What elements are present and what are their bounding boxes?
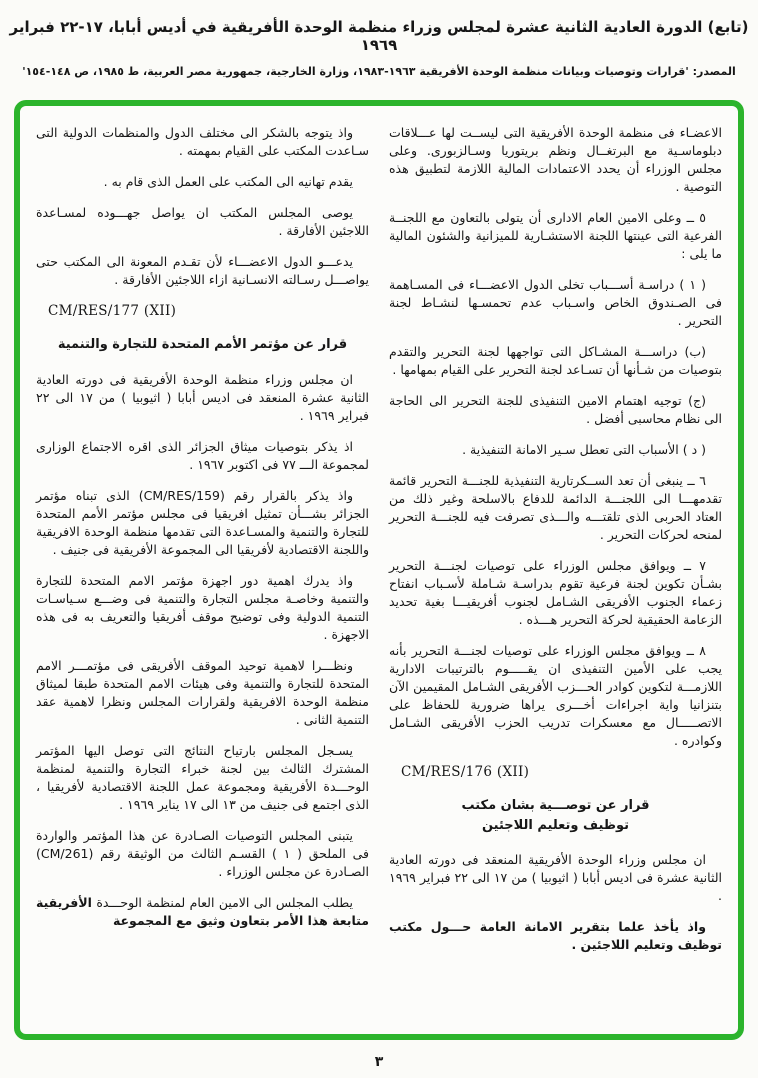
page-number: ٣ xyxy=(374,1054,384,1070)
resolution-number-177: CM/RES/177 (XII) xyxy=(48,303,177,319)
list-item-b: (ب) دراســـة المشـاكل التى تواجهها لجنة التحرير والتقدم بتوصيات من شـأنها أن تسـاعد لجنة التحرير على القيام بمهامها . xyxy=(389,344,722,377)
list-item-d: ( د ) الأسباب التى تعطل سـير الامانة التنفيذية . xyxy=(462,442,706,457)
resolution-title-177: قرار عن مؤتمر الأمم المتحدة للتجارة والتنمية xyxy=(57,337,348,353)
paragraph-clause-6: ٦ ــ ينبغى أن تعد الســكرتارية التنفيذية للجنـــة التحرير قائمة تقدمهـــا الى اللجنـــة الدائمة للدفاع بالاسلحة وغير ذلك من العتاد الحربى الذى تلقتـــه والـــذى تصرفت فيه للجنـــة التحرير لمنحه لحركات التحرير . xyxy=(389,473,722,542)
paragraph-requests-secretary-normal: يطلب المجلس الى الامين العام لمنظمة الوحـــدة xyxy=(96,894,353,910)
paragraph-continuation: الاعضـاء فى منظمة الوحدة الأفريقية التى ليســت لها عـــلاقات دبلوماسـية مع البرتغــال ونظم بريتوريا وسـالزبورى. وعلى مجلس الوزراء أن يحدد الاعتمادات المالية اللازمة لتطبيق هذه التوصية . xyxy=(389,125,722,194)
page-header xyxy=(0,0,758,78)
content-border-box xyxy=(14,100,744,1040)
paragraph-clause-8: ٨ ــ ويوافق مجلس الوزراء على توصيات لجنـــة التحرير بأنه يجب على الأمين التنفيذى ان يقـــــوم بالترتيبات الادارية اللازمـــة لتكوين كوادر الحـــزب الأفريقى الشـامل المقيمين الآن بتنزانيا واية اجراءات أخـــرى يراها ضرورية للحفاظ على الاتصـــــال مع معسكرات تدريب الحزب الأفريقى الشـامل وكوادره . xyxy=(389,643,722,748)
header-source-line: المصدر: 'قرارات وتوصيات وبيانات منظمة الوحدة الأفريقية ١٩٦٣-١٩٨٣، وزارة الخارجية، جمهورية مصر العربية، ط ١٩٨٥، ص ١٤٨-١٥٤' xyxy=(22,65,736,78)
paragraph-clause-7: ٧ ــ ويوافق مجلس الوزراء على توصيات لجنـــة التحرير بشـأن تكوين لجنة فرعية تقوم بدراسـة شـاملة لأسـباب انفتاح زعماء الجنوب الأفريقى الشـامل لجنوب أفريقيـــا بغية تحديد الزعامة الحقيقية لحركة التحرير هـــذه . xyxy=(389,558,722,627)
paragraph-recalls-resolution: واذ يذكر بالقرار رقم (CM/RES/159) الذى تبناه مؤتمر الجزائر بشـــأن تمثيل افريقيا فى مجلس مؤتمر الأمم المتحدة للتجارة والتنمية والمسـاعدة التى تقدمها منظمة الوحدة الافريقية واللجنة الاقتصادية لأفريقيا الى المجموعة الأفريقية فى جنيف . xyxy=(36,487,369,557)
paragraph-takes-note: واذ يأخذ علما بتقرير الامانة العامة حـــول مكتب توظيف وتعليم اللاجئين . xyxy=(389,919,722,953)
paragraph-session-statement: ان مجلس وزراء منظمة الوحدة الأفريقية فى دورته العادية الثانية عشرة المنعقد فى اديس أبابا ( اثيوبيا ) من ١٧ الى ٢٢ فبراير ١٩٦٩ . xyxy=(36,371,370,423)
resolution-title-176 xyxy=(389,796,722,835)
two-column-layout xyxy=(36,124,722,1020)
resolution-title-176-line2: توظيف وتعليم اللاجئين xyxy=(481,817,630,833)
paragraph-requests-secretary-bold: الأفريقية متابعة هذا الأمر بتعاون وثيق مع المجموعة xyxy=(36,894,369,928)
paragraph-recognizes-role: واذ يدرك اهمية دور اجهزة مؤتمر الامم المتحدة للتجارة والتنمية وخاصـة مجلس التجارة والتنمية فى وضـــع سـياسـات التنمية الدولية وفى توضيح موقف أفريقيا والتعريف به فى هذه الاجهزة . xyxy=(36,572,369,642)
list-item-c: (ج) توجيه اهتمام الامين التنفيذى للجنة التحرير الى الحاجة الى نظام محاسبى أفضل . xyxy=(389,393,722,426)
column-left xyxy=(36,124,369,1020)
paragraph-notes-results: يسـجل المجلس بارتياح النتائج التى توصل اليها المؤتمر المشترك الثالث بين لجنة خبراء التجارة والتنمية لمنظمة الوحـــدة الأفريقية ومجموعة عمل اللجنة الاقتصادية لأفريقيا ، الذى اجتمع فى جنيف من ١٣ الى ١٧ يناير ١٩٦٩ . xyxy=(36,742,369,812)
paragraph-clause-5: ٥ ــ وعلى الامين العام الادارى أن يتولى بالتعاون مع اللجنــة الفرعية التى عينتها اللجنة الاستشـارية للميزانية والشئون المالية ما يلى : xyxy=(389,210,722,261)
paragraph-thanks: واذ يتوجه بالشكر الى مختلف الدول والمنظمات الدولية التى سـاعدت المكتب على القيام بمهمته . xyxy=(36,125,369,158)
paragraph-recalls-charter: اذ يذكر بتوصيات ميثاق الجزائر الذى اقره الاجتماع الوزارى لمجموعة الـــ ٧٧ فى اكتوبر ١٩٦٧ . xyxy=(36,438,369,472)
column-right xyxy=(389,124,722,1020)
resolution-title-176-line1: قرار عن توصـــية بشان مكتب xyxy=(461,798,650,814)
resolution-number-176: CM/RES/176 (XII) xyxy=(401,764,530,780)
paragraph-session-statement: ان مجلس وزراء الوحدة الأفريقية المنعقد فى دورته العادية الثانية عشرة فى اديس أبابا ( اثيوبيا ) من ١٧ الى ٢٢ فبراير ١٩٦٩ . xyxy=(389,852,722,904)
paragraph-recommends: يوصى المجلس المكتب ان يواصل جهـــوده لمسـاعدة اللاجئين الأفارقة . xyxy=(36,205,369,238)
paragraph-invites: يدعـــو الدول الاعضـــاء لأن تقـدم المعونة الى المكتب حتى يواصـــل رسـالته الانسـانية ازاء اللاجئين الأفارقة . xyxy=(36,254,369,287)
header-session-title: (تابع) الدورة العادية الثانية عشرة لمجلس وزراء منظمة الوحدة الأفريقية في أديس أبابا، ١٧-٢٢ فبراير ١٩٦٩ xyxy=(9,18,749,54)
list-item-1: ( ١ ) دراسـة أســـباب تخلى الدول الاعضـــاء فى المسـاهمة فى الصـندوق الخاص واسـباب عدم تحمسـها لنشـاط لجنة التحرير . xyxy=(389,277,722,328)
paragraph-considering-unity: ونظـــرا لاهمية توحيد الموقف الأفريقى فى مؤتمـــر الامم المتحدة للتجارة والتنمية وفى هيئات الامم المتحدة طبقا لميثاق منظمة الوحدة الافريقية ولقرارات المجلس ونظرا لاهمية عقد التنمية الثانى . xyxy=(36,657,369,727)
paragraph-requests-secretary xyxy=(36,894,369,930)
paragraph-adopts-recommendations: يتبنى المجلس التوصيات الصـادرة عن هذا المؤتمر والواردة فى الملحق ( ١ ) القسـم الثالث من الوثيقة رقم (CM/261) الصـادرة عن مجلس الوزراء . xyxy=(36,827,369,879)
paragraph-congratulates: يقدم تهانيه الى المكتب على العمل الذى قام به . xyxy=(103,174,353,189)
